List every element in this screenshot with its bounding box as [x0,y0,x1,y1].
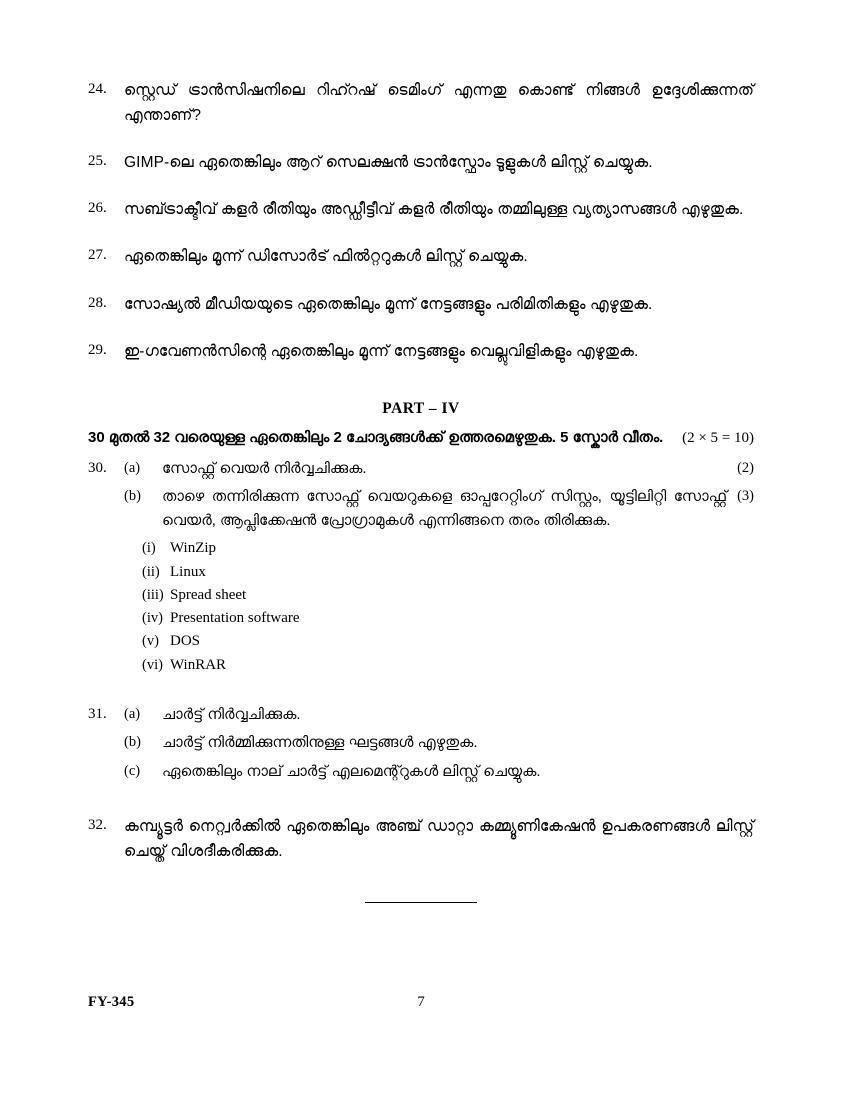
question-item [88,814,754,864]
question-number: 26. [88,200,107,217]
subquestion-text: ചാർട്ട് നിർവ്വചിക്കുക. [162,705,301,723]
part-marks: (2 × 5 = 10) [682,429,754,446]
list-item [124,654,754,677]
question-number: 27. [88,247,107,264]
question-number: 24. [88,81,107,97]
question-text: GIMP-ലെ ഏതെങ്കിലും ആറ് സെലക്ഷൻ ട്രാൻസ്ഫോം ടൂളുകൾ ലിസ്റ്റ് ചെയ്യുക. [124,154,653,172]
question-number: 29. [88,341,107,358]
list-item [124,537,754,560]
subquestion-mark: (3) [737,487,754,504]
question-item [88,244,754,269]
paper-code: FY-345 [88,994,135,1010]
part-instruction-text: 30 മുതൽ 32 വരെയുള്ള ഏതെങ്കിലും 2 ചോദ്യങ്ങൾക്ക് ഉത്തരമെഴുതുക. 5 സ്കോർ വീതം. [88,428,664,446]
list-item-label: Presentation software [170,610,300,627]
question-text: സോഷ്യൽ മീഡിയയുടെ ഏതെങ്കിലും മൂന്ന് നേട്ടങ്ങളും പരിമിതികളും എഴുതുക. [124,295,653,313]
question-text: സ്റ്റെഡ് ട്രാൻസിഷനിലെ റിഹ്റഷ് ടെമിംഗ് എന്നതു കൊണ്ട് നിങ്ങൾ ഉദ്ദേശിക്കുന്നത് എന്താണ്? [124,82,754,125]
question-item [88,197,754,222]
subquestion-label: (b) [124,487,141,504]
section-divider [365,902,477,903]
subquestion-mark: (2) [737,459,754,476]
list-item [124,630,754,653]
section-divider-wrap [88,890,754,908]
subquestion-text: ഏതെങ്കിലും നാല് ചാർട്ട് എലമെന്റ്റുകൾ ലിസ്റ്റ് ചെയ്യുക. [162,762,541,780]
subquestion [124,485,754,534]
list-item-number: (ii) [142,563,160,580]
subquestion-label: (c) [124,762,141,779]
question-item [88,150,754,175]
subquestion [124,457,754,481]
page-number: 7 [417,994,425,1010]
part-heading: PART – IV [382,399,460,417]
part-instruction-row [88,426,754,451]
list-item-label: Linux [170,563,206,580]
subquestion-text: സോഫ്റ്റ് വെയർ നിർവ്വചിക്കുക. [162,459,367,477]
subquestion [124,703,754,727]
list-item [124,584,754,607]
list-item-number: (v) [142,633,159,650]
question-item [88,339,754,364]
page-footer [0,994,850,1014]
subquestion-text: താഴെ തന്നിരിക്കുന്ന സോഫ്റ്റ് വെയറുകളെ ഓപ്പറേറ്റിംഗ് സിസ്റ്റം, യൂട്ടിലിറ്റി സോഫ്റ്റ് വെയർ, ആപ്ലിക്കേഷൻ പ്രോഗ്രാമുകൾ എന്നിങ്ങനെ തരം തിരിക്കുക. [162,487,728,530]
subquestion-label: (a) [124,705,141,722]
question-subparts [124,457,754,677]
list-item-label: WinRAR [170,656,227,673]
question-text: സബ്ട്രാക്ടീവ് കളർ രീതിയും അഡ്ഡീട്ടീവ് കളർ രീതിയും തമ്മിലുള്ള വ്യത്യാസങ്ങൾ എഴുതുക. [124,201,744,219]
question-number: 30. [88,459,107,476]
question-text: ഇ-ഗവേണൻസിന്റെ ഏതെങ്കിലും മൂന്ന് നേട്ടങ്ങളും വെല്ലുവിളികളും എഴുതുക. [124,342,639,360]
question-text: കമ്പ്യൂട്ടർ നെറ്റ്വർക്കിൽ ഏതെങ്കിലും അഞ്ച് ഡാറ്റാ കമ്മ്യൂണികേഷൻ ഉപകരണങ്ങൾ ലിസ്റ്റ് ചെയ്ത് വിശദീകരിക്കുക. [124,817,754,860]
question-item [88,457,754,677]
list-item-number: (iv) [142,610,163,627]
list-item [124,607,754,630]
question-item [88,78,754,128]
subquestion-text: ചാർട്ട് നിർമ്മിക്കുന്നതിനുള്ള ഘട്ടങ്ങൾ എഴുതുക. [162,734,478,752]
list-item-number: (vi) [142,656,163,673]
option-list [124,537,754,677]
list-item-label: WinZip [170,540,217,557]
question-number: 28. [88,294,107,311]
question-item [88,703,754,788]
question-item [88,292,754,317]
subquestion-label: (b) [124,734,141,751]
subquestion [124,760,754,784]
subquestion-text-wrap [162,457,754,481]
subquestion-label: (a) [124,459,141,476]
list-item-label: Spread sheet [170,586,247,603]
question-number: 31. [88,705,107,722]
list-item-number: (iii) [142,586,164,603]
question-number: 32. [88,816,107,833]
question-number: 25. [88,153,107,170]
subquestion [124,731,754,755]
subquestion-text-wrap [162,485,754,534]
list-item-number: (i) [142,540,156,557]
question-text: ഏതെങ്കിലും മൂന്ന് ഡിസോർട് ഫിൽറ്ററുകൾ ലിസ്റ്റ് ചെയ്യുക. [124,248,528,266]
list-item [124,561,754,584]
list-item-label: DOS [170,633,201,650]
question-subparts [124,703,754,788]
